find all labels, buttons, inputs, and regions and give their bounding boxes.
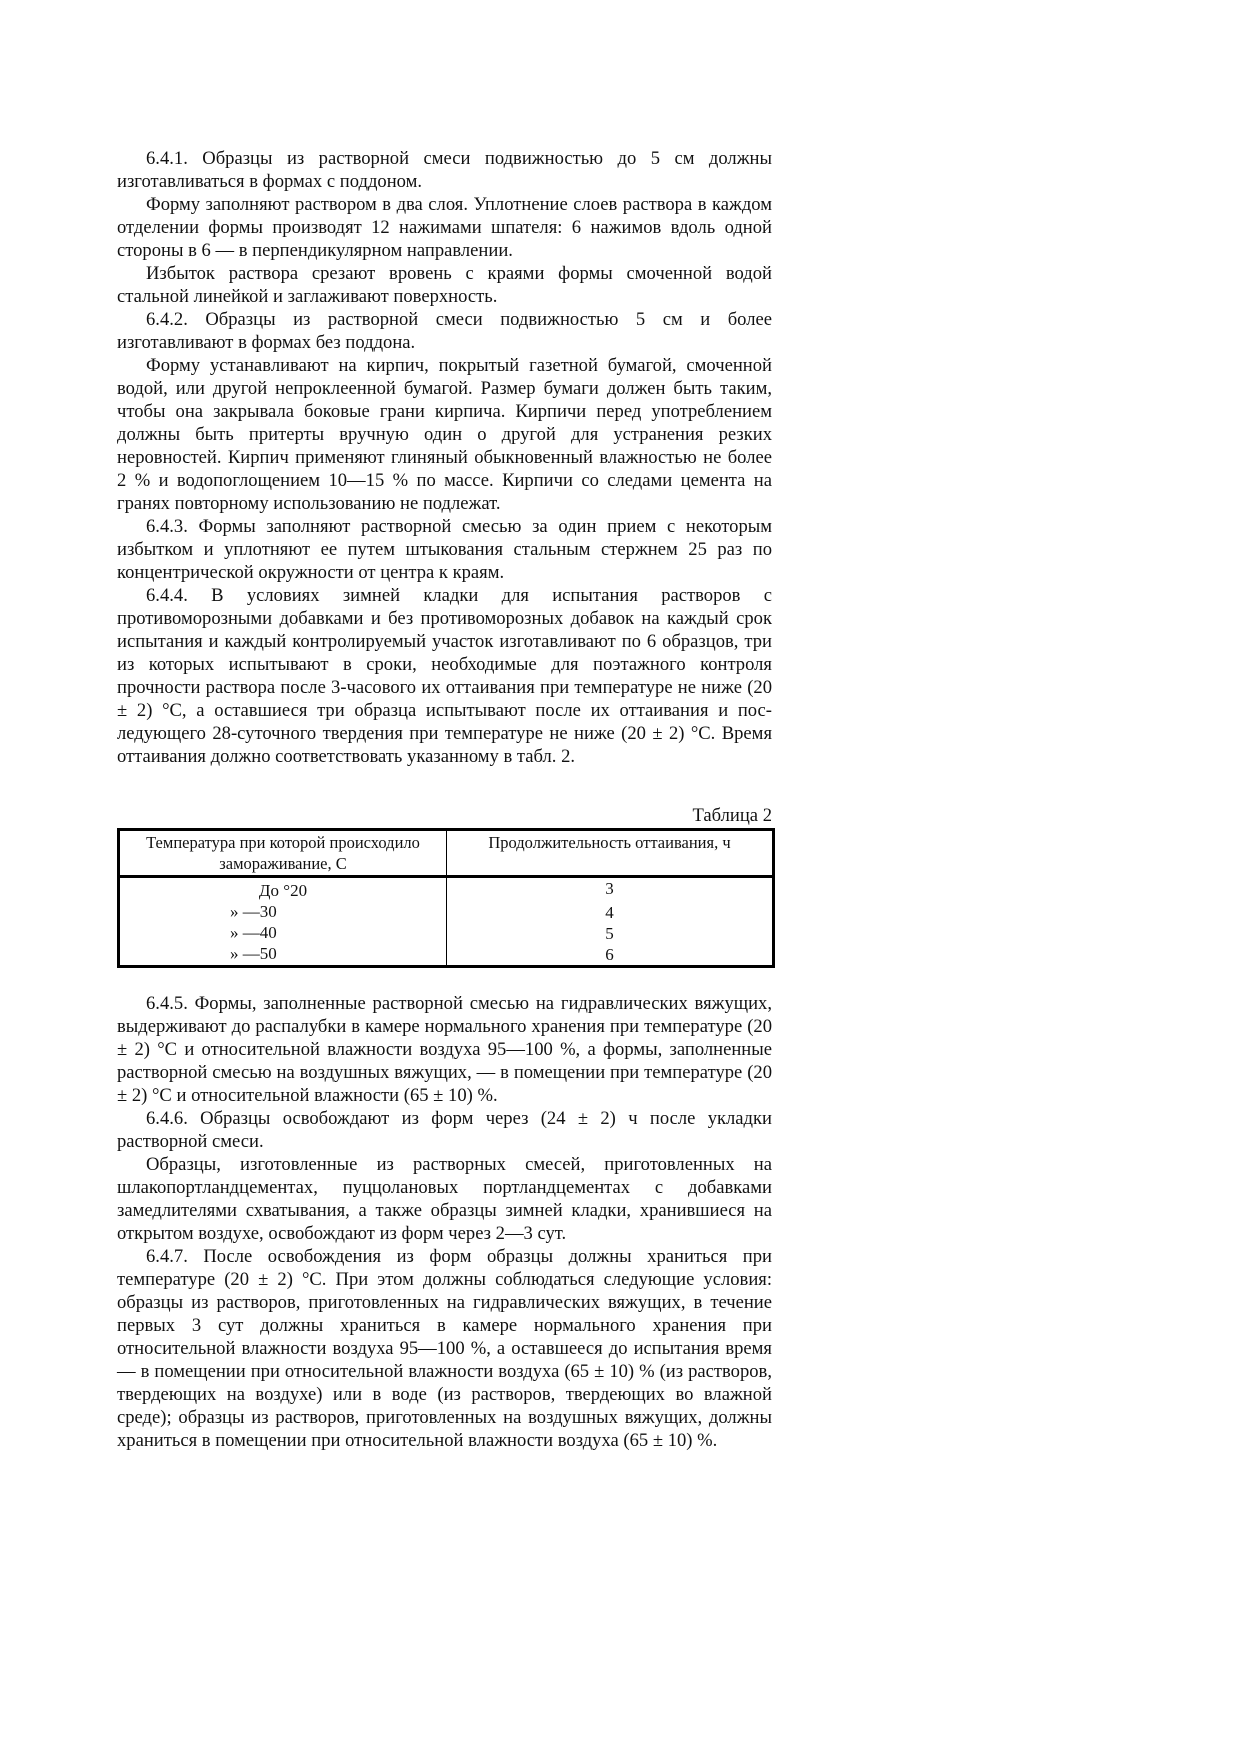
paragraph-6-4-1: 6.4.1. Образцы из растворной смеси подвижностью до 5 см должны изготавливаться в формах с поддоном. [117, 148, 772, 192]
paragraph-6-4-7: 6.4.7. После освобождения из форм образцы должны храниться при температуре (20 ± 2) °С. При этом должны соблюдаться следующие условия: образцы из растворов, приготовленных на гидравлических вяжущих, в течение первых 3 сут должны храниться в камере нормального хранения при относительной влажности воздуха 95—100 %, а оставшееся до испытания время — в помещении при относительной влажности воздуха (65 ± 10) % (из растворов, твердеющих на воздухе) или в воде (из растворов, твердеющих во влажной среде); образцы из растворов, приготовленных на воздушных вяжущих, должны храниться в помещении при относительной влажности воздуха (65 ± 10) %. [117, 1246, 772, 1451]
table-column-duration [447, 878, 772, 965]
paragraph-brick: Форму устанавливают на кирпич, покрытый газетной бумагой, смоченной водой, или другой непроклеенной бумагой. Размер бумаги должен быть таким, чтобы она закрывала боковые грани кирпича. Кирпичи перед употреблением должны быть притерты вручную один о другой для устранения резких неровностей. Кирпич применяют глиняный обыкновенный влажностью не более 2 % и водопоглощением 10—15 % по массе. Кирпичи со следами цемента на гранях повторному использованию не подлежат. [117, 355, 772, 514]
table-caption: Таблица 2 [692, 805, 772, 826]
table-header-row [120, 831, 772, 878]
table-header-duration: Продолжительность оттаивания, ч [488, 833, 731, 852]
table-cell-temp: » —50 [230, 944, 277, 963]
table-cell-temp: » —40 [230, 923, 277, 942]
table-cell-duration: 3 [605, 879, 614, 898]
table-cell-duration: 4 [605, 903, 614, 922]
table-cell-duration: 5 [605, 924, 614, 943]
table-cell-temp: » —30 [230, 902, 277, 921]
paragraph-6-4-4: 6.4.4. В условиях зимней кладки для испытания растворов с противоморозными добавками и без противоморозных добавок на каждый срок испытания и каждый контролируемый участок изготавливают по 6 образцов, три из которых испытывают в сроки, необходимые для поэтажного контроля прочности раствора после 3-часового их оттаивания при температуре не ниже (20 ± 2) °С, а оставшиеся три образца испытывают после их оттаивания и последующего 28-суточного твердения при температуре не ниже (20 ± 2) °С. Время оттаивания должно соответствовать указанному в табл. 2. [117, 585, 772, 767]
table-cell-temp: До °20 [258, 881, 308, 900]
thawing-table [117, 828, 775, 968]
table-column-temperature [120, 878, 447, 965]
table-body [120, 878, 772, 965]
paragraph-6-4-6: 6.4.6. Образцы освобождают из форм через (24 ± 2) ч после укладки растворной смеси. [117, 1108, 772, 1152]
paragraph-slag-cement: Образцы, изготовленные из растворных смесей, приготовленных на шлакопортландцементах, пуццолановых портландцементах с добавками замедлителями схватывания, а также образцы зимней кладки, хранившиеся на открытом воздухе, освобождают из форм через 2—3 сут. [117, 1154, 772, 1244]
paragraph-excess-mortar: Избыток раствора срезают вровень с краями формы смоченной водой стальной линейкой и заглаживают поверхность. [117, 263, 772, 307]
paragraph-6-4-3: 6.4.3. Формы заполняют растворной смесью за один прием с некоторым избытком и уплотняют ее путем штыкования стальным стержнем 25 раз по концентрической окружности от центра к краям. [117, 516, 772, 583]
section-after-table [117, 992, 772, 1452]
document-page [117, 147, 772, 1452]
paragraph-6-4-5: 6.4.5. Формы, заполненные растворной смесью на гидравлических вяжущих, выдерживают до распалубки в камере нормального хранения при температуре (20 ± 2) °С и относительной влажности воздуха 95—100 %, а формы, заполненные растворной смесью на воздушных вяжущих, — в помещении при температуре (20 ± 2) °С и относительной влажности (65 ± 10) %. [117, 993, 772, 1106]
paragraph-6-4-2: 6.4.2. Образцы из растворной смеси подвижностью 5 см и более изготавливают в формах без поддона. [117, 309, 772, 353]
table-header-temperature: Температура при которой происходило замораживание, С [120, 831, 447, 875]
paragraph-form-fill: Форму заполняют раствором в два слоя. Уплотнение слоев раствора в каждом отделении формы производят 12 нажимами шпателя: 6 нажимов вдоль одной стороны в 6 — в перпендикулярном направлении. [117, 194, 772, 261]
table-cell-duration: 6 [605, 945, 614, 964]
